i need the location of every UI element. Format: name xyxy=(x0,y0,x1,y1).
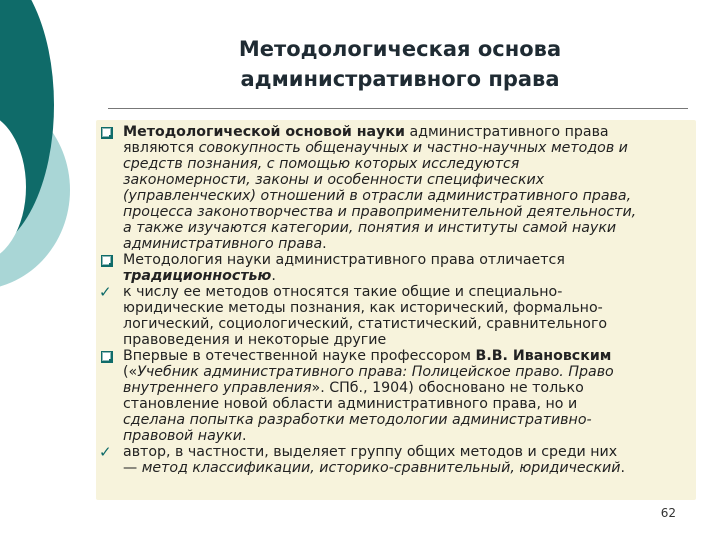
text-segment: средств познания, с помощью которых исследуются xyxy=(123,156,520,172)
checkbox-bullet-icon xyxy=(99,125,113,139)
content-panel xyxy=(96,120,696,500)
text-segment: логический, социологический, статистический, сравнительного xyxy=(123,316,608,332)
text-line xyxy=(123,252,696,268)
text-segment: . xyxy=(271,268,276,284)
text-segment: Учебник административного права: Полицейское право. Право xyxy=(137,364,614,380)
text-segment: сделана попытка разработки методологии административно- xyxy=(123,412,592,428)
text-segment: правовой науки xyxy=(123,428,242,444)
text-line xyxy=(123,412,696,428)
slide-title-line-2: административного права xyxy=(240,67,560,91)
text-line xyxy=(123,396,696,412)
list-item xyxy=(96,284,696,348)
title-divider xyxy=(108,108,688,109)
text-line xyxy=(123,188,696,204)
text-segment: процесса законотворчества и правоприменительной деятельности, xyxy=(123,204,637,220)
text-line xyxy=(123,332,696,348)
text-segment: . xyxy=(241,428,247,444)
text-segment: Методологической основой науки xyxy=(123,124,405,140)
text-segment: внутреннего управления xyxy=(123,380,312,396)
text-line xyxy=(123,284,696,300)
list-item xyxy=(96,124,696,252)
checkmark-bullet-icon: ✓ xyxy=(99,443,112,461)
text-segment: административного права xyxy=(123,236,323,252)
text-segment: традиционностью xyxy=(123,268,272,284)
text-line xyxy=(123,268,696,284)
text-segment: . xyxy=(620,460,625,476)
text-segment: а также изучаются категории, понятия и институты самой науки xyxy=(123,220,617,236)
text-segment: (« xyxy=(123,364,138,380)
text-segment: — xyxy=(123,460,142,476)
text-line xyxy=(123,156,696,172)
text-segment: метод классификации, историко-сравнительный, юридический xyxy=(141,460,621,476)
page-number: 62 xyxy=(660,506,676,520)
list-item xyxy=(96,348,696,444)
text-line xyxy=(123,172,696,188)
text-segment: административного права xyxy=(404,124,609,140)
text-segment: Методология науки административного права отличается xyxy=(123,252,565,268)
text-line xyxy=(123,316,696,332)
text-segment: (управленческих) отношений в отрасли административного права, xyxy=(123,188,632,204)
text-line xyxy=(123,220,696,236)
checkbox-bullet-icon xyxy=(99,253,113,267)
text-line xyxy=(123,380,696,396)
text-line xyxy=(123,428,696,444)
text-line xyxy=(123,348,696,364)
text-line xyxy=(123,204,696,220)
text-segment: автор, в частности, выделяет группу общих методов и среди них xyxy=(123,444,618,460)
list-item xyxy=(96,444,696,476)
text-segment: являются xyxy=(123,140,199,156)
checkmark-bullet-icon: ✓ xyxy=(99,283,112,301)
text-segment: совокупность общенаучных и частно-научных методов и xyxy=(198,140,628,156)
text-segment: к числу ее методов относятся такие общие и специально- xyxy=(123,284,563,300)
text-segment: В.В. Ивановским xyxy=(475,348,612,364)
list-item xyxy=(96,252,696,284)
text-segment: . xyxy=(322,236,327,252)
text-line xyxy=(123,140,696,156)
slide-title-line-1: Методологическая основа xyxy=(238,37,562,61)
text-segment: закономерности, законы и особенности специфических xyxy=(123,172,545,188)
text-line xyxy=(123,236,696,252)
slide-title xyxy=(160,34,640,94)
text-line xyxy=(123,460,696,476)
bullet-list xyxy=(96,124,696,476)
text-segment: правоведения и некоторые другие xyxy=(123,332,387,348)
text-segment: юридические методы познания, как исторический, формально- xyxy=(123,300,603,316)
text-segment: Впервые в отечественной науке профессором xyxy=(123,348,476,364)
text-segment: ». СПб., 1904) обосновано не только xyxy=(311,380,584,396)
text-segment: становление новой области административного права, но и xyxy=(123,396,578,412)
text-line xyxy=(123,364,696,380)
text-line xyxy=(123,124,696,140)
checkbox-bullet-icon xyxy=(99,349,113,363)
text-line xyxy=(123,444,696,460)
text-line xyxy=(123,300,696,316)
